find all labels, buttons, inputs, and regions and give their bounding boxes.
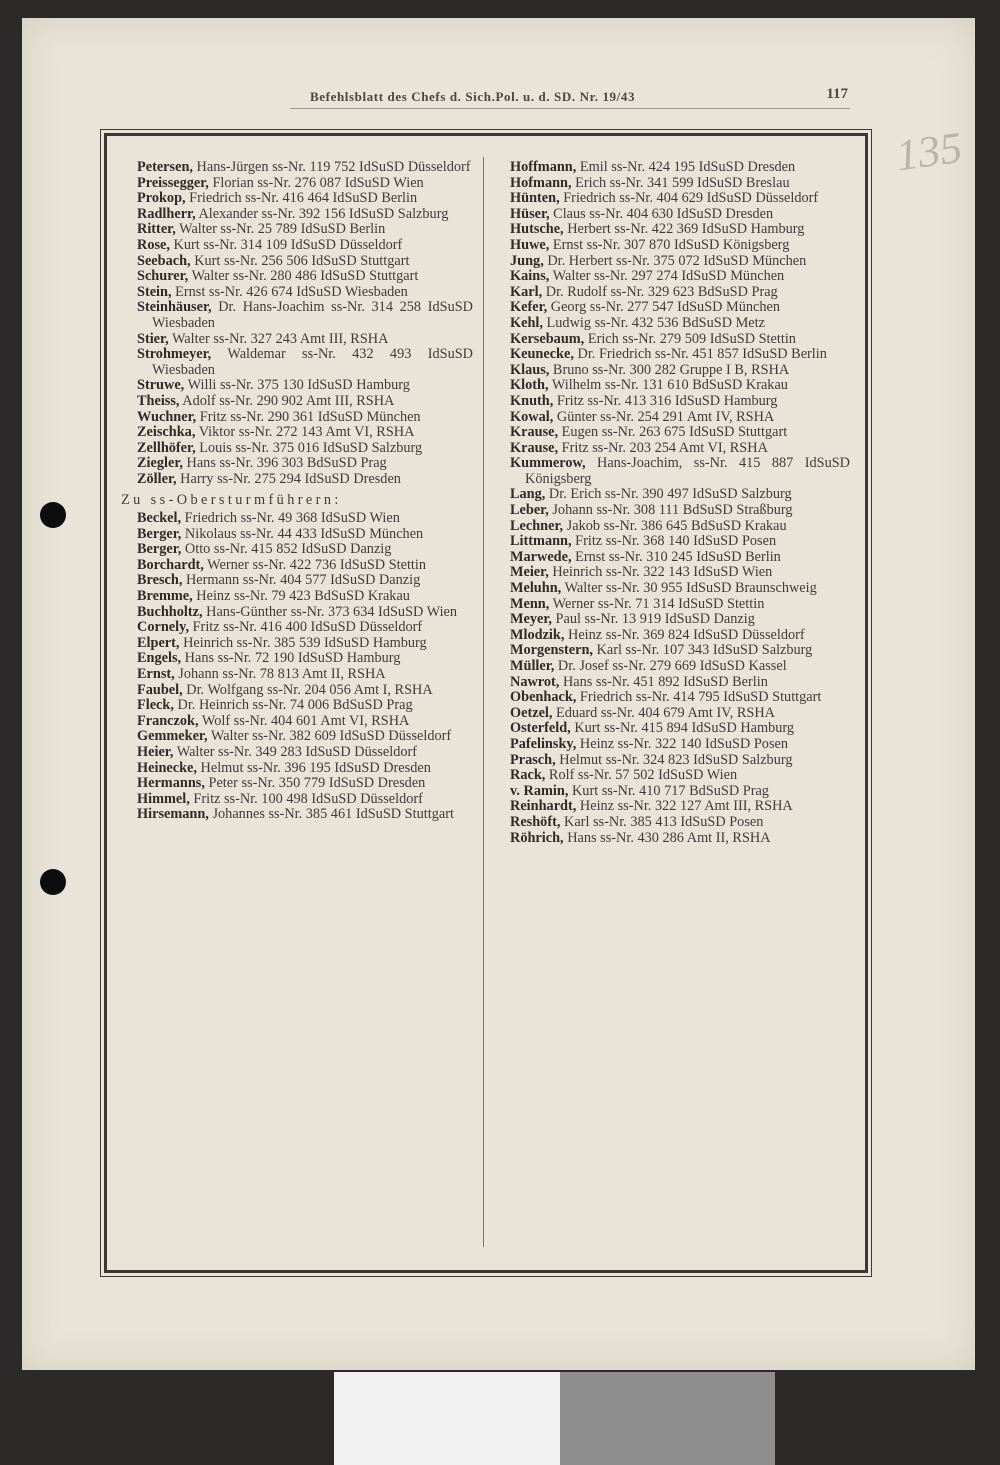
entry-details: Bruno ss-Nr. 300 282 Gruppe I B, RSHA [549, 361, 790, 378]
entry-list [510, 160, 850, 846]
entry-details: Werner ss-Nr. 71 314 IdSuSD Stettin [549, 595, 765, 612]
person-name: Himmel, [137, 790, 190, 807]
person-name: Meluhn, [510, 580, 562, 597]
person-name: Meier, [510, 564, 549, 581]
list-item [137, 176, 473, 192]
entry-details: Erich ss-Nr. 341 599 IdSuSD Breslau [571, 174, 790, 191]
list-item [137, 285, 473, 301]
entry-details: Otto ss-Nr. 415 852 IdSuSD Danzig [181, 541, 392, 558]
entry-details: Johannes ss-Nr. 385 461 IdSuSD Stuttgart [208, 806, 454, 823]
list-item [137, 238, 473, 254]
list-item [137, 761, 473, 777]
list-item [510, 176, 850, 192]
list-item [510, 363, 850, 379]
entry-details: Fritz ss-Nr. 100 498 IdSuSD Düsseldorf [189, 790, 423, 807]
list-item [137, 456, 473, 472]
person-name: Keunecke, [510, 346, 574, 363]
entry-details: Erich ss-Nr. 279 509 IdSuSD Stettin [584, 330, 796, 347]
person-name: Knuth, [510, 392, 554, 409]
person-name: Krause, [510, 439, 559, 456]
person-name: Lechner, [510, 517, 564, 534]
entry-details: Ernst ss-Nr. 307 870 IdSuSD Königsberg [549, 236, 790, 253]
entry-details: Wolf ss-Nr. 404 601 Amt VI, RSHA [198, 712, 410, 729]
list-item [510, 285, 850, 301]
list-item [137, 472, 473, 488]
entry-details: Alexander ss-Nr. 392 156 IdSuSD Salzburg [195, 205, 449, 222]
list-item [510, 690, 850, 706]
entry-details: Karl ss-Nr. 385 413 IdSuSD Posen [560, 813, 764, 830]
entry-details: Friedrich ss-Nr. 404 629 IdSuSD Düsseldorf [559, 190, 819, 207]
list-item [510, 628, 850, 644]
section-heading: Zu ss-Obersturmführern: [121, 492, 342, 509]
list-item [510, 534, 850, 550]
header-title: Befehlsblatt des Chefs d. Sich.Pol. u. d. SD. Nr. 19/43 [310, 89, 636, 104]
person-name: v. Ramin, [510, 782, 569, 799]
list-item [510, 378, 850, 394]
person-name: Ritter, [137, 221, 176, 238]
entry-details: Fritz ss-Nr. 413 316 IdSuSD Hamburg [553, 392, 778, 409]
entry-details: Kurt ss-Nr. 410 717 BdSuSD Prag [568, 782, 769, 799]
person-name: Hofmann, [510, 174, 572, 191]
list-item [510, 565, 850, 581]
person-name: Kloth, [510, 377, 549, 394]
person-name: Zeischka, [137, 424, 196, 441]
right-column [510, 160, 850, 846]
list-item [510, 721, 850, 737]
person-name: Hünten, [510, 190, 560, 207]
person-name: Schurer, [137, 268, 189, 285]
person-name: Osterfeld, [510, 720, 571, 737]
list-item [137, 698, 473, 714]
list-item [510, 643, 850, 659]
person-name: Huwe, [510, 236, 550, 253]
person-name: Fleck, [137, 697, 174, 714]
list-item [137, 332, 473, 348]
list-item [137, 425, 473, 441]
entry-details: Walter ss-Nr. 327 243 Amt III, RSHA [168, 330, 389, 347]
entry-details: Friedrich ss-Nr. 414 795 IdSuSD Stuttgart [576, 689, 822, 706]
person-name: Faubel, [137, 681, 183, 698]
entry-details: Dr. Rudolf ss-Nr. 329 623 BdSuSD Prag [542, 283, 778, 300]
person-name: Leber, [510, 502, 549, 519]
person-name: Kowal, [510, 408, 554, 425]
person-name: Oetzel, [510, 704, 553, 721]
person-name: Littmann, [510, 533, 572, 550]
entry-details: Hermann ss-Nr. 404 577 IdSuSD Danzig [182, 572, 421, 589]
person-name: Hoffmann, [510, 159, 577, 175]
list-item [137, 589, 473, 605]
list-item [510, 425, 850, 441]
list-item [510, 581, 850, 597]
entry-details: Heinz ss-Nr. 322 140 IdSuSD Posen [576, 735, 789, 752]
person-name: Mlodzik, [510, 626, 565, 643]
list-item [137, 527, 473, 543]
list-item [137, 300, 473, 331]
punch-hole [40, 869, 66, 895]
list-item [137, 394, 473, 410]
person-name: Prasch, [510, 751, 556, 768]
entry-details: Dr. Wolfgang ss-Nr. 204 056 Amt I, RSHA [182, 681, 433, 698]
list-item [137, 347, 473, 378]
person-name: Seebach, [137, 252, 191, 269]
entry-details: Dr. Josef ss-Nr. 279 669 IdSuSD Kassel [554, 658, 787, 674]
person-name: Hutsche, [510, 221, 564, 238]
entry-details: Louis ss-Nr. 375 016 IdSuSD Salzburg [195, 439, 423, 456]
entry-details: Heinz ss-Nr. 369 824 IdSuSD Düsseldorf [564, 626, 805, 643]
entry-details: Dr. Friedrich ss-Nr. 451 857 IdSuSD Berlin [573, 346, 827, 363]
person-name: Elpert, [137, 634, 180, 651]
person-name: Krause, [510, 424, 559, 441]
person-name: Pafelinsky, [510, 735, 577, 752]
entry-details: Helmut ss-Nr. 396 195 IdSuSD Dresden [196, 759, 431, 776]
list-item [510, 394, 850, 410]
entry-details: Florian ss-Nr. 276 087 IdSuSD Wien [208, 174, 424, 191]
list-item [137, 792, 473, 808]
list-item [510, 659, 850, 675]
list-item [137, 441, 473, 457]
person-name: Röhrich, [510, 829, 564, 846]
person-name: Kummerow, [510, 455, 586, 472]
entry-details: Herbert ss-Nr. 422 369 IdSuSD Hamburg [563, 221, 805, 238]
list-item [137, 511, 473, 527]
list-item [137, 807, 473, 823]
person-name: Obenhack, [510, 689, 577, 706]
list-item [510, 160, 850, 176]
list-item [510, 612, 850, 628]
list-item [510, 831, 850, 847]
person-name: Wuchner, [137, 408, 197, 425]
entry-details: Heinrich ss-Nr. 385 539 IdSuSD Hamburg [179, 634, 427, 651]
person-name: Radlherr, [137, 205, 196, 222]
entry-details: Wilhelm ss-Nr. 131 610 BdSuSD Krakau [548, 377, 788, 394]
person-name: Ziegler, [137, 455, 183, 472]
person-name: Beckel, [137, 510, 182, 527]
person-name: Gemmeker, [137, 728, 208, 745]
entry-details: Peter ss-Nr. 350 779 IdSuSD Dresden [204, 775, 426, 792]
person-name: Heinecke, [137, 759, 197, 776]
entry-details: Heinz ss-Nr. 79 423 BdSuSD Krakau [192, 588, 410, 605]
list-item [137, 745, 473, 761]
list-item [510, 254, 850, 270]
list-item [137, 683, 473, 699]
list-item [137, 191, 473, 207]
person-name: Nawrot, [510, 673, 560, 690]
list-item [510, 753, 850, 769]
person-name: Cornely, [137, 619, 190, 636]
list-item [137, 636, 473, 652]
person-name: Müller, [510, 658, 555, 674]
entry-details: Emil ss-Nr. 424 195 IdSuSD Dresden [576, 159, 796, 175]
entry-details: Heinz ss-Nr. 322 127 Amt III, RSHA [576, 798, 793, 815]
entry-details: Walter ss-Nr. 382 609 IdSuSD Düsseldorf [207, 728, 452, 745]
entry-details: Ernst ss-Nr. 426 674 IdSuSD Wiesbaden [171, 283, 408, 300]
person-name: Rack, [510, 767, 546, 784]
person-name: Franczok, [137, 712, 199, 729]
entry-details: Werner ss-Nr. 422 736 IdSuSD Stettin [203, 556, 427, 573]
list-item [510, 519, 850, 535]
entry-details: Adolf ss-Nr. 290 902 Amt III, RSHA [179, 392, 395, 409]
list-item [510, 550, 850, 566]
person-name: Jung, [510, 252, 544, 269]
list-item [510, 487, 850, 503]
entry-details: Kurt ss-Nr. 415 894 IdSuSD Hamburg [570, 720, 795, 737]
scan-calibration-gray [560, 1372, 775, 1465]
person-name: Klaus, [510, 361, 550, 378]
entry-details: Waldemar ss-Nr. 432 493 IdSuSD Wiesbaden [152, 346, 473, 378]
entry-details: Hans-Joachim, ss-Nr. 415 887 IdSuSD Königsberg [525, 455, 850, 487]
entry-details: Karl ss-Nr. 107 343 IdSuSD Salzburg [592, 642, 813, 659]
person-name: Zellhöfer, [137, 439, 196, 456]
list-item [137, 620, 473, 636]
person-name: Ernst, [137, 666, 175, 682]
entry-list [137, 511, 473, 823]
page-number: 117 [826, 86, 848, 102]
list-item [137, 160, 473, 176]
entry-details: Dr. Herbert ss-Nr. 375 072 IdSuSD München [543, 252, 807, 269]
entry-details: Walter ss-Nr. 297 274 IdSuSD München [549, 268, 785, 285]
person-name: Borchardt, [137, 556, 204, 573]
person-name: Berger, [137, 525, 182, 542]
entry-details: Eugen ss-Nr. 263 675 IdSuSD Stuttgart [558, 424, 788, 441]
entry-details: Kurt ss-Nr. 256 506 IdSuSD Stuttgart [190, 252, 410, 269]
list-item [137, 542, 473, 558]
person-name: Stein, [137, 283, 172, 300]
entry-details: Walter ss-Nr. 349 283 IdSuSD Düsseldorf [173, 743, 418, 760]
entry-details: Dr. Hans-Joachim ss-Nr. 314 258 IdSuSD Wiesbaden [152, 299, 473, 331]
list-item [510, 815, 850, 831]
list-item [137, 573, 473, 589]
entry-details: Fritz ss-Nr. 203 254 Amt VI, RSHA [558, 439, 768, 456]
entry-list [137, 160, 473, 487]
person-name: Hüser, [510, 205, 550, 222]
entry-details: Georg ss-Nr. 277 547 IdSuSD München [547, 299, 781, 316]
list-item [137, 410, 473, 426]
entry-details: Eduard ss-Nr. 404 679 Amt IV, RSHA [552, 704, 776, 721]
person-name: Heier, [137, 743, 174, 760]
list-item [510, 347, 850, 363]
scan-calibration-white [334, 1372, 560, 1465]
person-name: Bremme, [137, 588, 193, 605]
list-item [510, 784, 850, 800]
entry-details: Walter ss-Nr. 280 486 IdSuSD Stuttgart [188, 268, 419, 285]
entry-details: Willi ss-Nr. 375 130 IdSuSD Hamburg [184, 377, 410, 394]
entry-details: Fritz ss-Nr. 368 140 IdSuSD Posen [571, 533, 777, 550]
entry-details: Hans-Jürgen ss-Nr. 119 752 IdSuSD Düsseldorf [192, 159, 471, 175]
person-name: Menn, [510, 595, 550, 612]
person-name: Lang, [510, 486, 546, 503]
person-name: Kersebaum, [510, 330, 585, 347]
person-name: Hermanns, [137, 775, 205, 792]
person-name: Petersen, [137, 159, 193, 175]
list-item [137, 222, 473, 238]
person-name: Stier, [137, 330, 169, 347]
person-name: Zöller, [137, 470, 177, 487]
entry-details: Walter ss-Nr. 25 789 IdSuSD Berlin [175, 221, 386, 238]
list-item [510, 410, 850, 426]
entry-details: Nikolaus ss-Nr. 44 433 IdSuSD München [181, 525, 424, 542]
entry-details: Hans ss-Nr. 396 303 BdSuSD Prag [182, 455, 387, 472]
person-name: Kehl, [510, 314, 543, 331]
entry-details: Walter ss-Nr. 30 955 IdSuSD Braunschweig [561, 580, 817, 597]
entry-details: Heinrich ss-Nr. 322 143 IdSuSD Wien [548, 564, 773, 581]
pencil-annotation: 135 [892, 122, 966, 181]
entry-details: Günter ss-Nr. 254 291 Amt IV, RSHA [553, 408, 775, 425]
entry-details: Hans ss-Nr. 72 190 IdSuSD Hamburg [181, 650, 401, 667]
person-name: Marwede, [510, 548, 572, 565]
list-item [137, 269, 473, 285]
column-divider [483, 157, 484, 1247]
person-name: Rose, [137, 236, 170, 253]
entry-details: Fritz ss-Nr. 416 400 IdSuSD Düsseldorf [189, 619, 423, 636]
entry-details: Dr. Erich ss-Nr. 390 497 IdSuSD Salzburg [545, 486, 792, 503]
entry-details: Friedrich ss-Nr. 49 368 IdSuSD Wien [181, 510, 400, 527]
person-name: Reinhardt, [510, 798, 577, 815]
list-item [137, 254, 473, 270]
entry-details: Fritz ss-Nr. 290 361 IdSuSD München [196, 408, 421, 425]
person-name: Karl, [510, 283, 543, 300]
list-item [510, 316, 850, 332]
person-name: Theiss, [137, 392, 180, 409]
entry-details: Hans ss-Nr. 430 286 Amt II, RSHA [563, 829, 771, 846]
list-item [510, 597, 850, 613]
list-item [510, 207, 850, 223]
list-item [137, 667, 473, 683]
list-item [510, 238, 850, 254]
person-name: Struwe, [137, 377, 185, 394]
person-name: Preissegger, [137, 174, 209, 191]
punch-hole [40, 502, 66, 528]
person-name: Kains, [510, 268, 550, 285]
person-name: Berger, [137, 541, 182, 558]
entry-details: Johann ss-Nr. 78 813 Amt II, RSHA [174, 666, 386, 682]
list-item [510, 675, 850, 691]
list-item [137, 558, 473, 574]
entry-details: Ludwig ss-Nr. 432 536 BdSuSD Metz [542, 314, 765, 331]
entry-details: Paul ss-Nr. 13 919 IdSuSD Danzig [551, 611, 755, 628]
list-item [510, 768, 850, 784]
person-name: Engels, [137, 650, 182, 667]
person-name: Kefer, [510, 299, 548, 316]
entry-details: Claus ss-Nr. 404 630 IdSuSD Dresden [549, 205, 774, 222]
entry-details: Helmut ss-Nr. 324 823 IdSuSD Salzburg [555, 751, 793, 768]
entry-details: Hans ss-Nr. 451 892 IdSuSD Berlin [559, 673, 768, 690]
list-item [137, 378, 473, 394]
person-name: Buchholtz, [137, 603, 203, 620]
person-name: Morgenstern, [510, 642, 593, 659]
person-name: Steinhäuser, [137, 299, 212, 316]
person-name: Bresch, [137, 572, 183, 589]
list-item [510, 706, 850, 722]
list-item [137, 207, 473, 223]
person-name: Prokop, [137, 190, 186, 207]
page-header [290, 68, 850, 109]
list-item [137, 605, 473, 621]
list-item [510, 191, 850, 207]
left-column [121, 159, 473, 823]
entry-details: Harry ss-Nr. 275 294 IdSuSD Dresden [176, 470, 401, 487]
list-item [510, 269, 850, 285]
list-item [510, 456, 850, 487]
list-item [510, 222, 850, 238]
person-name: Strohmeyer, [137, 346, 212, 363]
person-name: Hirsemann, [137, 806, 209, 823]
entry-details: Kurt ss-Nr. 314 109 IdSuSD Düsseldorf [169, 236, 403, 253]
entry-details: Jakob ss-Nr. 386 645 BdSuSD Krakau [563, 517, 787, 534]
entry-details: Ernst ss-Nr. 310 245 IdSuSD Berlin [571, 548, 781, 565]
list-item [137, 776, 473, 792]
entry-details: Rolf ss-Nr. 57 502 IdSuSD Wien [545, 767, 738, 784]
list-item [510, 737, 850, 753]
entry-details: Johann ss-Nr. 308 111 BdSuSD Straßburg [548, 502, 793, 519]
entry-details: Friedrich ss-Nr. 416 464 IdSuSD Berlin [185, 190, 418, 207]
list-item [137, 714, 473, 730]
person-name: Reshöft, [510, 813, 561, 830]
list-item [137, 729, 473, 745]
list-item [510, 332, 850, 348]
entry-details: Hans-Günther ss-Nr. 373 634 IdSuSD Wien [202, 603, 458, 620]
person-name: Meyer, [510, 611, 552, 628]
list-item [510, 799, 850, 815]
entry-details: Viktor ss-Nr. 272 143 Amt VI, RSHA [195, 424, 415, 441]
entry-details: Dr. Heinrich ss-Nr. 74 006 BdSuSD Prag [173, 697, 413, 714]
list-item [510, 300, 850, 316]
list-item [510, 503, 850, 519]
list-item [137, 651, 473, 667]
list-item [510, 441, 850, 457]
